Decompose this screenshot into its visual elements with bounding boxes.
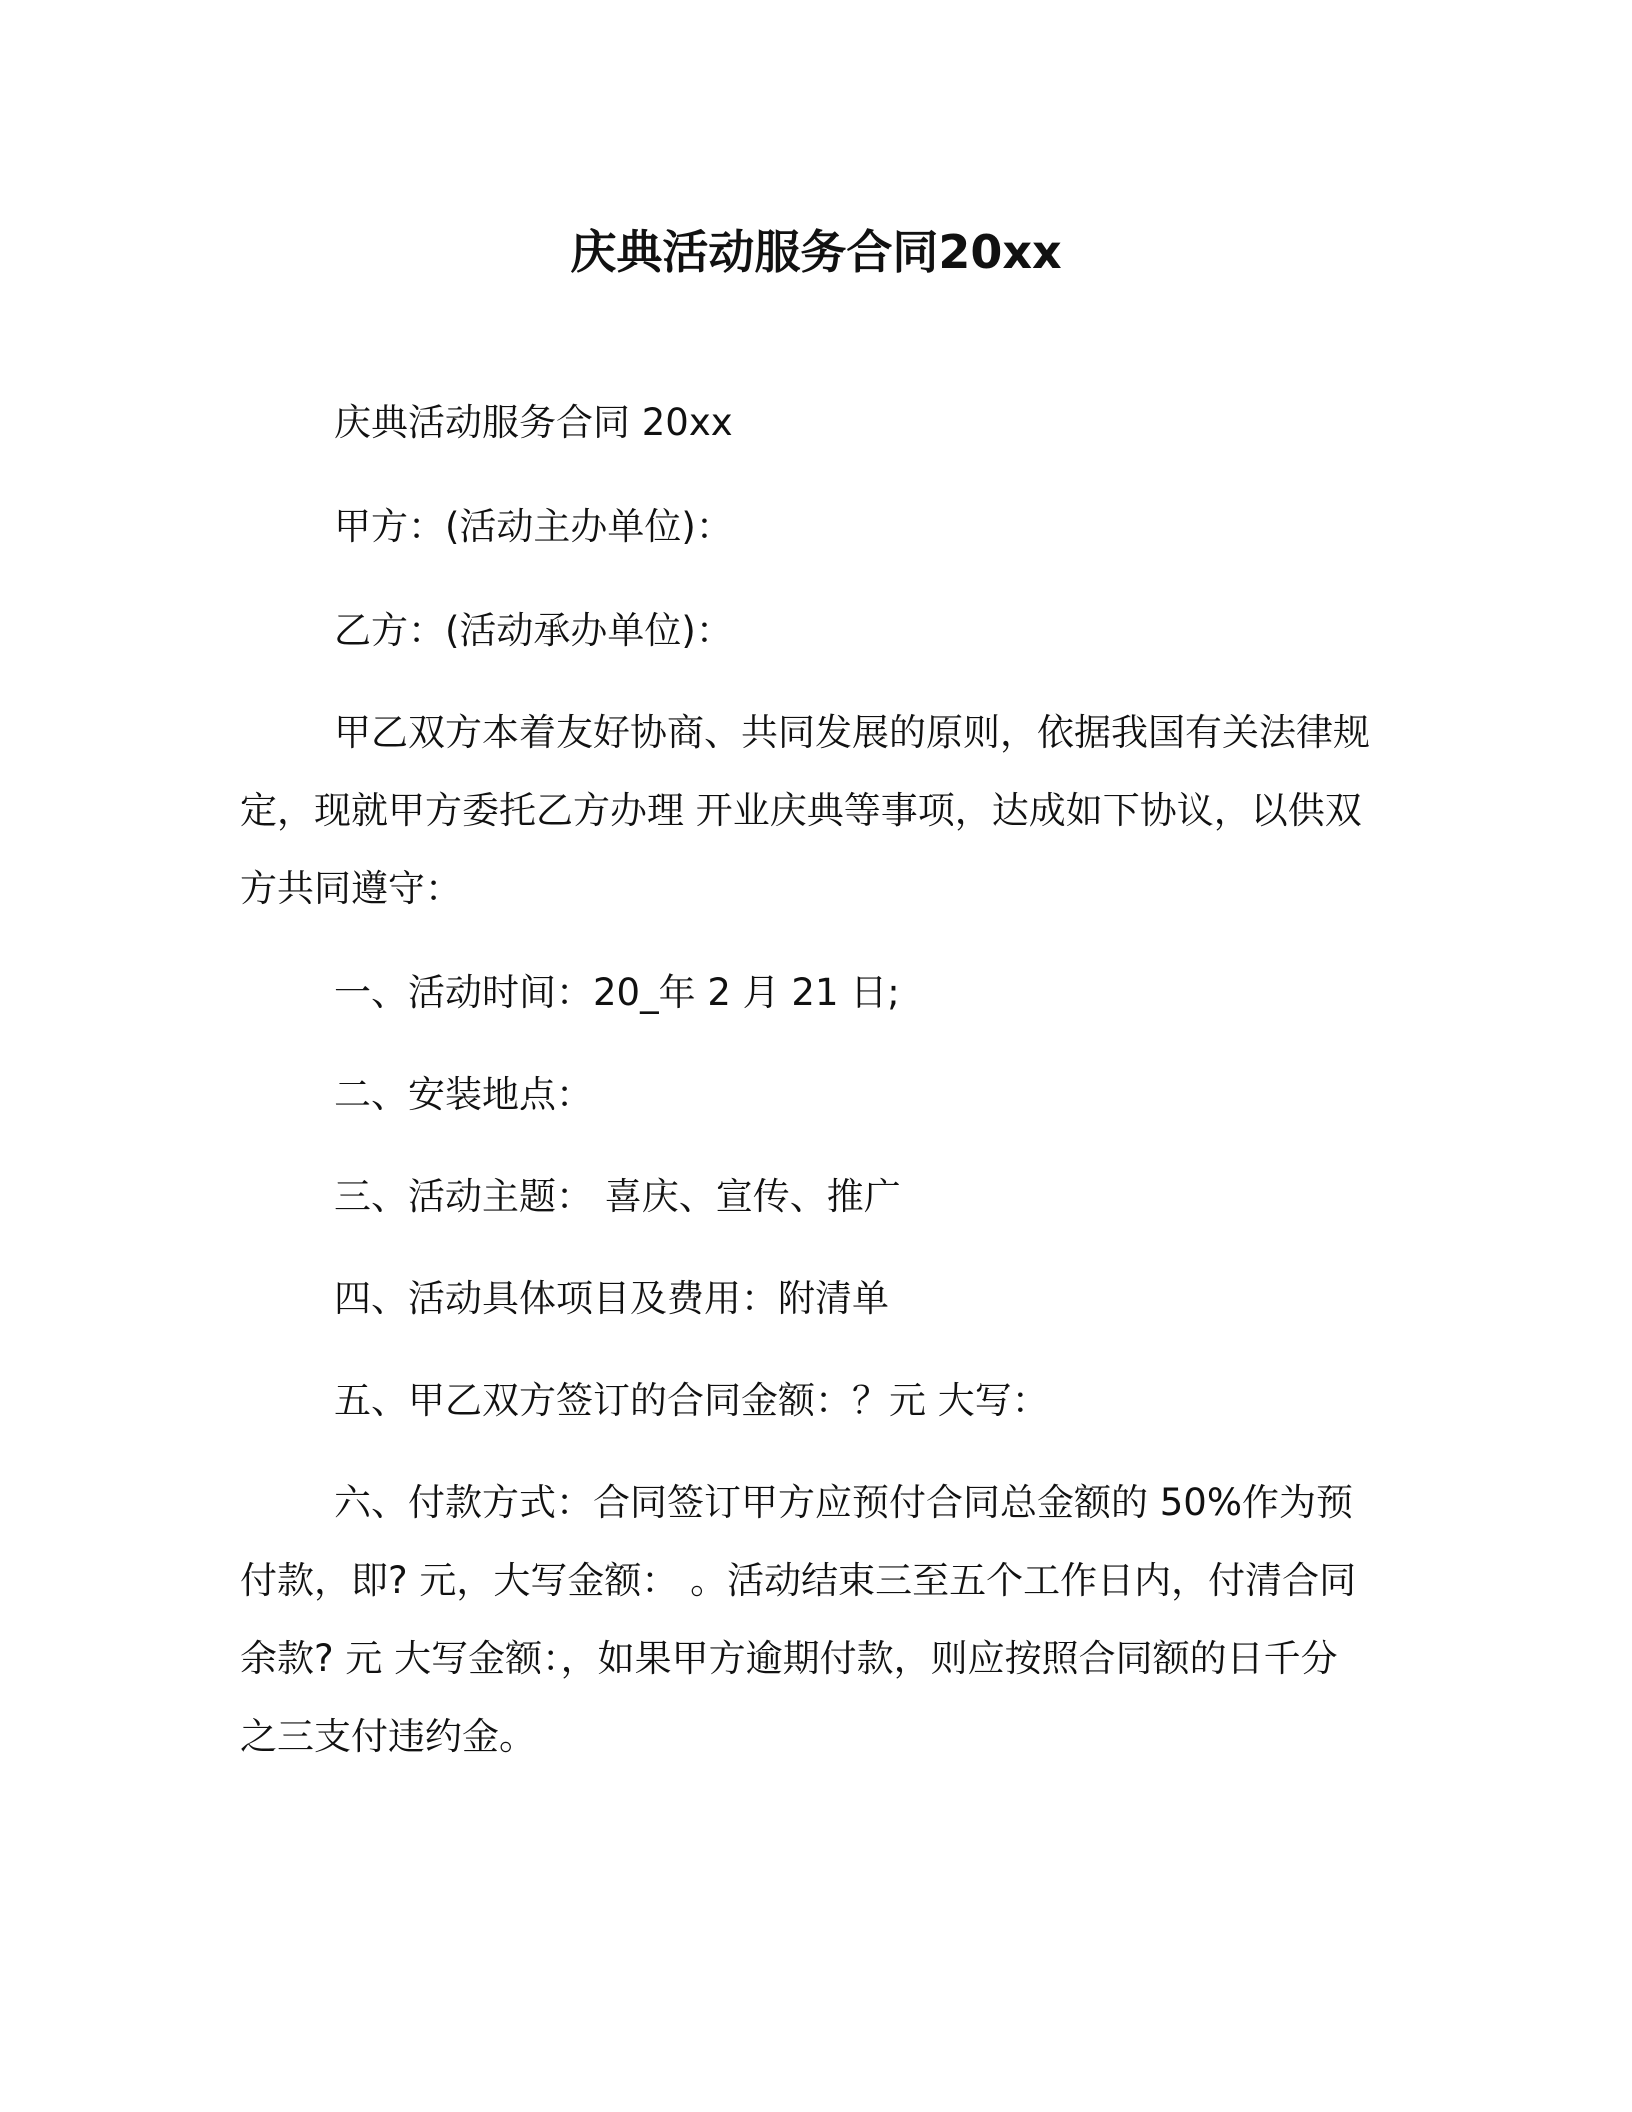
preamble-line: 定，现就甲方委托乙方办理 开业庆典等事项，达成如下协议，以供双 <box>240 789 1362 832</box>
preamble-line: 方共同遵守： <box>240 867 462 910</box>
payment-line: 之三支付违约金。 <box>240 1715 536 1758</box>
payment-line: 六、付款方式：合同签订甲方应预付合同总金额的 50%作为预 <box>334 1481 1353 1524</box>
clause-activity-time: 一、活动时间：20_年 2 月 21 日; <box>334 971 900 1014</box>
payment-line: 付款，即? 元，大写金额： 。活动结束三至五个工作日内，付清合同 <box>240 1559 1357 1602</box>
clause-payment-method <box>240 1464 1390 1776</box>
clause-activity-theme: 三、活动主题： 喜庆、宣传、推广 <box>334 1175 901 1218</box>
payment-line: 余款? 元 大写金额：，如果甲方逾期付款，则应按照合同额的日千分 <box>240 1637 1338 1680</box>
document-title: 庆典活动服务合同20xx <box>570 225 1062 279</box>
clause-items-and-costs: 四、活动具体项目及费用：附清单 <box>334 1277 889 1320</box>
party-b-line: 乙方：(活动承办单位)： <box>334 609 733 652</box>
preamble-line: 甲乙双方本着友好协商、共同发展的原则，依据我国有关法律规 <box>334 711 1370 754</box>
clause-contract-amount: 五、甲乙双方签订的合同金额：？元 大写： <box>334 1379 1049 1422</box>
preamble-paragraph <box>240 694 1390 928</box>
contract-heading: 庆典活动服务合同 20xx <box>334 401 733 444</box>
party-a-line: 甲方：(活动主办单位)： <box>334 505 733 548</box>
clause-install-location: 二、安装地点： <box>334 1073 593 1116</box>
